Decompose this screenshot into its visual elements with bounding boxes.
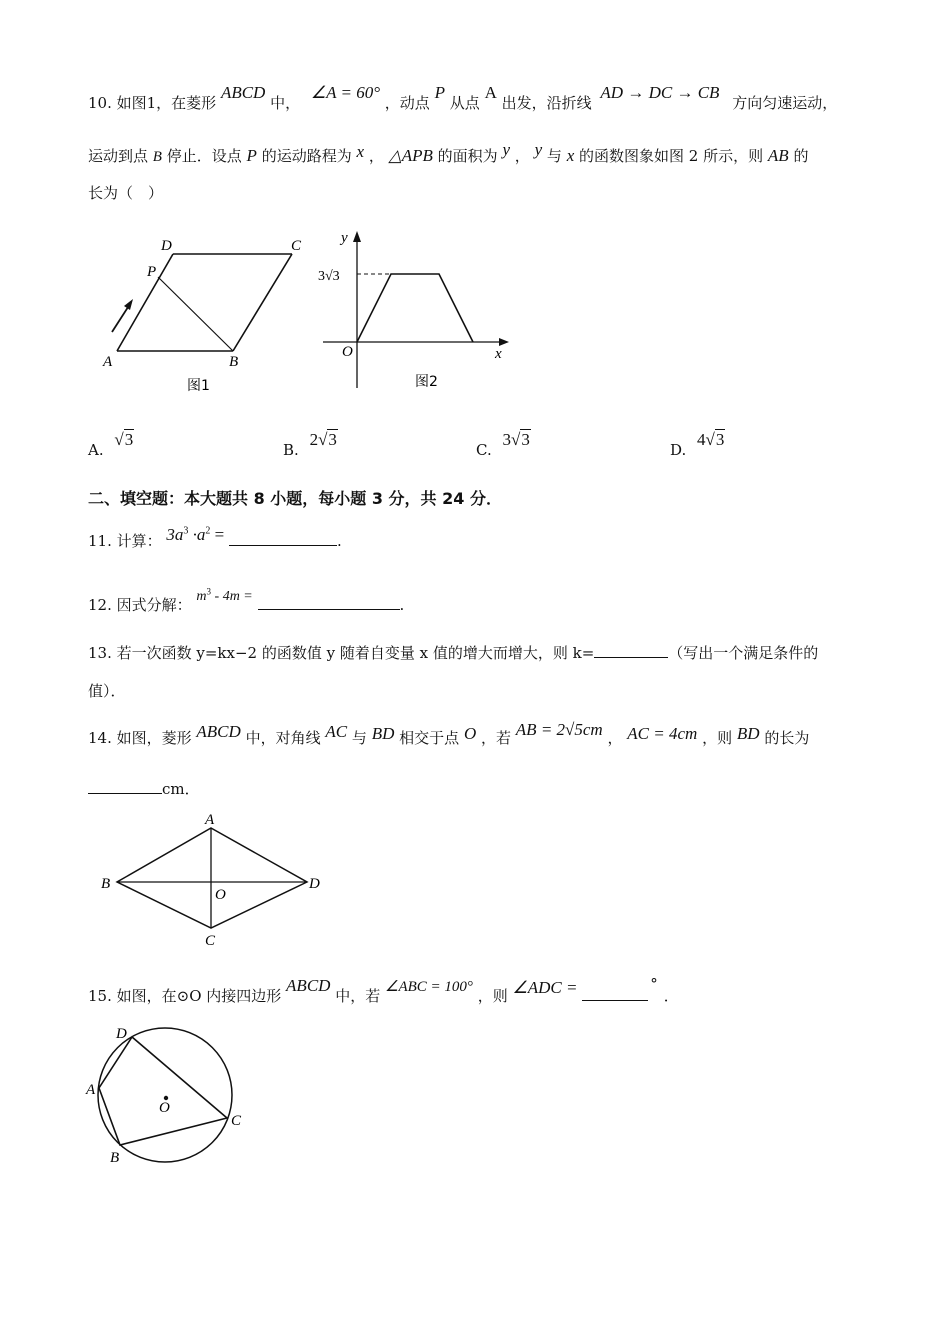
q14-abcd: ABCD: [196, 722, 241, 741]
option-d-coef: 4: [697, 430, 706, 449]
q15-cond: ∠ABC = 100°: [385, 979, 473, 995]
q15-label-a: A: [86, 1082, 96, 1098]
q14-c: 与: [351, 729, 367, 747]
q15-c: ，则: [477, 987, 508, 1005]
option-d-rad: 3: [715, 430, 725, 449]
option-b-letter: B.: [283, 441, 299, 459]
q10-x: x: [356, 142, 365, 161]
option-b-rad: 3: [328, 430, 337, 449]
q10-line2d: ，: [368, 147, 384, 165]
q12-exp: 3: [206, 586, 212, 597]
fig1-label-c: C: [291, 238, 302, 254]
q11-expr-a: 3a: [166, 525, 184, 544]
q10-line2i: 的: [793, 147, 809, 165]
fig1-motion-arrow: [112, 304, 130, 332]
q14-line2: [88, 778, 200, 799]
fig1-arrow-head: [124, 299, 133, 310]
q10-option-a[interactable]: [88, 430, 134, 459]
q13-line1: [88, 642, 818, 663]
q15-abcd: ABCD: [286, 976, 331, 995]
q12-expr: [196, 586, 253, 604]
fig1-label-d: D: [161, 238, 172, 254]
q14-cond2: AC = 4cm: [627, 724, 698, 743]
q12-m: m: [196, 589, 207, 604]
q12: [88, 586, 405, 615]
q10-line2e: 的面积为: [437, 147, 498, 165]
q14-bd2: BD: [736, 724, 760, 743]
q10-line2: [88, 140, 809, 166]
q11-exp2: 2: [205, 525, 211, 537]
q10-y2: y: [534, 140, 543, 159]
fig2-graph-line: [357, 274, 473, 342]
q10-path: AD → DC → CB: [600, 83, 720, 102]
q10-line2b: 停止．设点: [166, 147, 242, 165]
q11: [88, 525, 342, 551]
option-c-coef: 3: [502, 430, 511, 449]
fig2-label-y: y: [341, 230, 348, 246]
q10-p2: P: [246, 146, 257, 165]
q10-y: y: [502, 140, 510, 159]
fig2-y-arrow: [353, 231, 361, 242]
option-c-rad: 3: [521, 430, 530, 449]
q15-ask: ∠ADC =: [512, 978, 578, 997]
q15-label-d: D: [116, 1026, 127, 1042]
section-2-heading: 二、填空题：本大题共 8 小题，每小题 3 分，共 24 分．: [88, 489, 502, 508]
q10-line2h: 的函数图象如图 2 所示，则: [579, 147, 764, 165]
q10-t2: 从点: [449, 94, 480, 112]
option-a-rad: 3: [124, 430, 134, 449]
q10-a: A: [484, 83, 497, 102]
q10-ab: AB: [767, 146, 789, 165]
fig1-caption: 图1: [187, 378, 210, 394]
q14-figure: [95, 810, 335, 952]
q15-end: ．: [663, 987, 679, 1005]
q15-b: 中，若: [335, 987, 381, 1005]
q14-f: ，: [607, 729, 623, 747]
q10-line2f: ，: [514, 147, 530, 165]
q10-t3: 出发，沿折线: [501, 94, 592, 112]
q11-dot: ·a: [188, 525, 206, 544]
q10-num: 10. 如图1，在菱形: [88, 94, 217, 112]
q10-line2g: 与: [546, 147, 562, 165]
q14-d: 相交于点: [399, 729, 460, 747]
q14-answer-blank[interactable]: [88, 779, 162, 794]
q15-label-o: O: [159, 1100, 170, 1116]
q10-b: B: [152, 149, 162, 165]
q10-line1: [88, 83, 838, 113]
q12-rest: - 4m =: [211, 589, 253, 604]
q11-eq: =: [210, 525, 225, 544]
q10-zhong: 中，: [270, 94, 301, 112]
option-b-coef: 2: [309, 430, 319, 449]
q12-answer-blank[interactable]: [258, 595, 400, 610]
q15-label-c: C: [231, 1113, 242, 1129]
q10-option-b[interactable]: [283, 430, 338, 459]
q14-unit: cm．: [162, 780, 200, 798]
fig1-label-p: P: [147, 264, 157, 280]
q12-end: .: [399, 596, 405, 614]
q10-t4: 方向匀速运动，: [732, 94, 838, 112]
q14-h: 的长为: [764, 729, 810, 747]
option-d-value: 4√3: [697, 430, 725, 449]
fig1-side-ad: [117, 254, 173, 351]
q14-e: ，若: [481, 729, 512, 747]
q10-t1: ，动点: [384, 94, 430, 112]
option-a-value: √3: [114, 430, 134, 449]
q13-answer-blank[interactable]: [594, 643, 668, 658]
fig1-segment-pb: [158, 277, 233, 351]
q10-x2: x: [566, 146, 575, 165]
q10-figure2: [315, 228, 515, 398]
q15-line1: [88, 975, 679, 1006]
q10-line2a: 运动到点: [88, 147, 149, 165]
fig2-plateau-label: 3√3: [318, 269, 340, 284]
q13-text-b: （写出一个满足条件的: [668, 644, 819, 662]
fig2-label-x: x: [495, 346, 502, 362]
q10-line2c: 的运动路程为: [261, 147, 352, 165]
q13-text: 13. 若一次函数 y=kx−2 的函数值 y 随着自变量 x 值的增大而增大，则 k=: [88, 644, 595, 662]
fig1-side-cb: [233, 254, 292, 351]
fig1-label-b: B: [229, 354, 239, 370]
option-b-value: 2√3: [309, 430, 337, 449]
q14-g: ，则: [702, 729, 733, 747]
q14-line1: [88, 720, 810, 748]
q11-label: 11. 计算：: [88, 532, 162, 550]
q14-b: 中，对角线: [245, 729, 321, 747]
q14-label-a: A: [205, 812, 215, 828]
q13-line2: 值）．: [88, 682, 126, 700]
fig2-caption: 图2: [415, 374, 438, 390]
q10-option-d[interactable]: [670, 430, 725, 459]
q15-label-b: B: [110, 1150, 120, 1166]
q11-expr: [166, 525, 224, 544]
q14-label-b: B: [101, 876, 111, 892]
q14-bd: BD: [371, 724, 395, 743]
q10-line3: 长为（ ）: [88, 184, 164, 202]
q11-end: .: [337, 532, 342, 550]
q14-o: O: [463, 724, 477, 743]
q14-cond1: AB = 2√5cm: [515, 720, 603, 739]
q14-label-o: O: [215, 887, 226, 903]
q10-option-c[interactable]: [476, 430, 531, 459]
q14-ac: AC: [325, 722, 348, 741]
option-c-value: 3√3: [502, 430, 530, 449]
q11-answer-blank[interactable]: [229, 531, 337, 546]
q11-exp1: 3: [183, 525, 189, 537]
q10-angle-a: ∠A = 60°: [310, 83, 381, 102]
q10-p: P: [434, 83, 445, 102]
q14-rhombus: [117, 828, 307, 928]
q15-a: 15. 如图，在⊙O 内接四边形: [88, 987, 282, 1005]
q15-deg: °: [650, 975, 658, 993]
q10-abcd: ABCD: [220, 83, 266, 102]
q15-answer-blank[interactable]: [582, 986, 648, 1001]
q14-a: 14. 如图，菱形: [88, 729, 192, 747]
fig2-x-arrow: [499, 338, 509, 346]
q10-tri: △APB: [388, 146, 433, 165]
option-c-letter: C.: [476, 441, 492, 459]
q15-quadrilateral: [99, 1037, 227, 1145]
q10-figure1: [95, 232, 315, 402]
option-d-letter: D.: [670, 441, 687, 459]
fig2-label-o: O: [342, 344, 353, 360]
q12-label: 12. 因式分解：: [88, 596, 192, 614]
q15-figure: [82, 1020, 262, 1170]
option-a-letter: A.: [88, 441, 104, 459]
q14-label-d: D: [309, 876, 320, 892]
q14-label-c: C: [205, 933, 216, 949]
fig1-label-a: A: [103, 354, 113, 370]
